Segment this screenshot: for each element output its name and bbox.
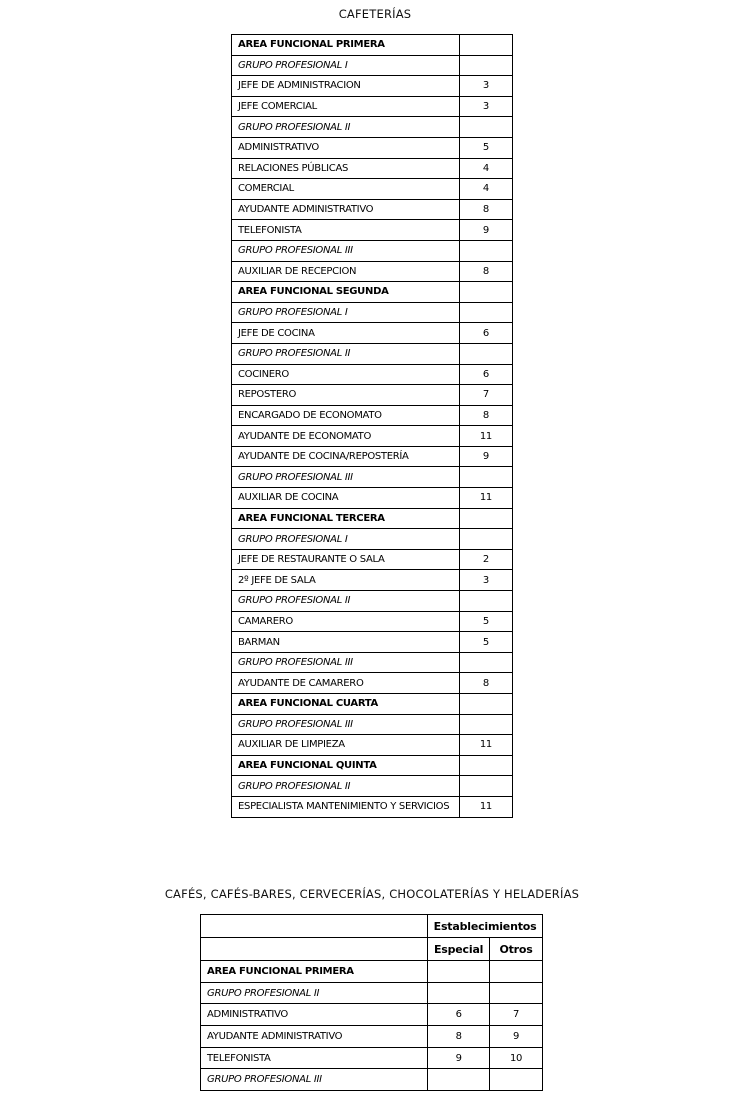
table-row: [232, 220, 513, 241]
row-value: [459, 652, 512, 673]
group-row: [232, 467, 513, 488]
row-value: [459, 282, 512, 303]
row-label: GRUPO PROFESIONAL III: [232, 467, 460, 488]
row-value: [459, 117, 512, 138]
row-value: 6: [459, 364, 512, 385]
row-value: [459, 755, 512, 776]
table-row: [232, 364, 513, 385]
row-value: [459, 35, 512, 56]
row-value: 5: [459, 137, 512, 158]
row-label: GRUPO PROFESIONAL II: [201, 982, 428, 1004]
row-label: GRUPO PROFESIONAL III: [232, 714, 460, 735]
row-label: TELEFONISTA: [201, 1047, 428, 1069]
cafeterias-table: [231, 34, 513, 818]
area-row: [232, 755, 513, 776]
header-especial: Especial: [428, 938, 490, 961]
row-value-otros: 10: [490, 1047, 543, 1069]
table-row: [201, 1004, 543, 1026]
row-label: AREA FUNCIONAL CUARTA: [232, 694, 460, 715]
row-label: JEFE COMERCIAL: [232, 96, 460, 117]
row-label: ADMINISTRATIVO: [201, 1004, 428, 1026]
row-value: 5: [459, 611, 512, 632]
row-value: [459, 240, 512, 261]
row-label: GRUPO PROFESIONAL III: [201, 1069, 428, 1091]
group-row: [232, 302, 513, 323]
table-row: [201, 1026, 543, 1048]
table-row: [232, 673, 513, 694]
table-row: [232, 632, 513, 653]
table-row: [232, 405, 513, 426]
row-value: [459, 467, 512, 488]
table-row: [232, 611, 513, 632]
row-value: 8: [459, 673, 512, 694]
row-label: GRUPO PROFESIONAL II: [232, 591, 460, 612]
table-row: [232, 199, 513, 220]
row-label: AUXILIAR DE COCINA: [232, 488, 460, 509]
row-value: [459, 591, 512, 612]
row-value-especial: 9: [428, 1047, 490, 1069]
row-label: 2º JEFE DE SALA: [232, 570, 460, 591]
row-label: BARMAN: [232, 632, 460, 653]
area-row: [232, 508, 513, 529]
row-value: [459, 714, 512, 735]
row-label: GRUPO PROFESIONAL III: [232, 652, 460, 673]
header-row-group: [201, 915, 543, 938]
row-label: ADMINISTRATIVO: [232, 137, 460, 158]
row-value: 6: [459, 323, 512, 344]
group-row: [232, 343, 513, 364]
row-value: 4: [459, 179, 512, 200]
group-row: [232, 55, 513, 76]
row-label: JEFE DE RESTAURANTE O SALA: [232, 549, 460, 570]
row-label: GRUPO PROFESIONAL I: [232, 55, 460, 76]
table-row: [232, 323, 513, 344]
row-label: RELACIONES PÚBLICAS: [232, 158, 460, 179]
row-value: 3: [459, 570, 512, 591]
cafes-table: [200, 914, 543, 1091]
row-label: JEFE DE ADMINISTRACION: [232, 76, 460, 97]
area-row: [201, 961, 543, 983]
group-row: [201, 1069, 543, 1091]
row-value-otros: [490, 961, 543, 983]
table-row: [232, 158, 513, 179]
table-row: [232, 261, 513, 282]
row-value: 9: [459, 446, 512, 467]
table-row: [232, 735, 513, 756]
row-label: CAMARERO: [232, 611, 460, 632]
row-label: GRUPO PROFESIONAL III: [232, 240, 460, 261]
row-label: AYUDANTE DE ECONOMATO: [232, 426, 460, 447]
row-value: 8: [459, 405, 512, 426]
row-label: GRUPO PROFESIONAL II: [232, 343, 460, 364]
table-row: [232, 426, 513, 447]
header-blank-cell: [201, 915, 428, 938]
row-label: AYUDANTE ADMINISTRATIVO: [232, 199, 460, 220]
row-label: GRUPO PROFESIONAL II: [232, 117, 460, 138]
table-row: [232, 179, 513, 200]
group-row: [232, 714, 513, 735]
row-label: ESPECIALISTA MANTENIMIENTO Y SERVICIOS: [232, 796, 460, 817]
header-otros: Otros: [490, 938, 543, 961]
row-value: 7: [459, 385, 512, 406]
area-row: [232, 35, 513, 56]
table-row: [232, 96, 513, 117]
group-row: [232, 117, 513, 138]
row-value: [459, 508, 512, 529]
table-row: [232, 570, 513, 591]
header-establecimientos: Establecimientos: [428, 915, 543, 938]
table-row: [232, 549, 513, 570]
row-label: ENCARGADO DE ECONOMATO: [232, 405, 460, 426]
table-row: [232, 385, 513, 406]
row-value: 2: [459, 549, 512, 570]
row-value-especial: [428, 961, 490, 983]
header-blank-cell: [201, 938, 428, 961]
row-label: COCINERO: [232, 364, 460, 385]
row-value-otros: [490, 982, 543, 1004]
row-value: 11: [459, 796, 512, 817]
row-value: [459, 343, 512, 364]
table-row: [232, 137, 513, 158]
table-row: [232, 76, 513, 97]
row-value: [459, 776, 512, 797]
row-label: TELEFONISTA: [232, 220, 460, 241]
group-row: [232, 591, 513, 612]
header-row-cols: [201, 938, 543, 961]
table-row: [232, 796, 513, 817]
row-value: [459, 529, 512, 550]
area-row: [232, 282, 513, 303]
cafeterias-title: CAFETERÍAS: [338, 7, 412, 21]
row-value-especial: [428, 982, 490, 1004]
row-label: GRUPO PROFESIONAL I: [232, 302, 460, 323]
group-row: [201, 982, 543, 1004]
row-label: AYUDANTE ADMINISTRATIVO: [201, 1026, 428, 1048]
row-value: 3: [459, 76, 512, 97]
row-label: AUXILIAR DE RECEPCION: [232, 261, 460, 282]
row-value: 3: [459, 96, 512, 117]
row-label: REPOSTERO: [232, 385, 460, 406]
group-row: [232, 240, 513, 261]
row-value: 8: [459, 199, 512, 220]
row-value: 11: [459, 735, 512, 756]
row-value-especial: [428, 1069, 490, 1091]
row-label: AYUDANTE DE COCINA/REPOSTERÍA: [232, 446, 460, 467]
group-row: [232, 652, 513, 673]
row-value: 4: [459, 158, 512, 179]
row-value: 8: [459, 261, 512, 282]
row-value-otros: 7: [490, 1004, 543, 1026]
row-value-otros: 9: [490, 1026, 543, 1048]
table-row: [201, 1047, 543, 1069]
row-label: AREA FUNCIONAL QUINTA: [232, 755, 460, 776]
row-value: [459, 694, 512, 715]
row-label: AYUDANTE DE CAMARERO: [232, 673, 460, 694]
group-row: [232, 529, 513, 550]
row-label: GRUPO PROFESIONAL II: [232, 776, 460, 797]
row-label: AUXILIAR DE LIMPIEZA: [232, 735, 460, 756]
row-label: GRUPO PROFESIONAL I: [232, 529, 460, 550]
row-label: JEFE DE COCINA: [232, 323, 460, 344]
row-value: 5: [459, 632, 512, 653]
row-label: AREA FUNCIONAL TERCERA: [232, 508, 460, 529]
row-value-otros: [490, 1069, 543, 1091]
row-value: 9: [459, 220, 512, 241]
row-label: COMERCIAL: [232, 179, 460, 200]
row-value: 11: [459, 488, 512, 509]
row-value: 11: [459, 426, 512, 447]
cafes-title: CAFÉS, CAFÉS-BARES, CERVECERÍAS, CHOCOLATERÍAS Y HELADERÍAS: [164, 887, 580, 901]
group-row: [232, 776, 513, 797]
row-value-especial: 8: [428, 1026, 490, 1048]
table-row: [232, 488, 513, 509]
area-row: [232, 694, 513, 715]
row-value: [459, 302, 512, 323]
row-value-especial: 6: [428, 1004, 490, 1026]
table-row: [232, 446, 513, 467]
row-label: AREA FUNCIONAL PRIMERA: [232, 35, 460, 56]
row-value: [459, 55, 512, 76]
row-label: AREA FUNCIONAL PRIMERA: [201, 961, 428, 983]
row-label: AREA FUNCIONAL SEGUNDA: [232, 282, 460, 303]
